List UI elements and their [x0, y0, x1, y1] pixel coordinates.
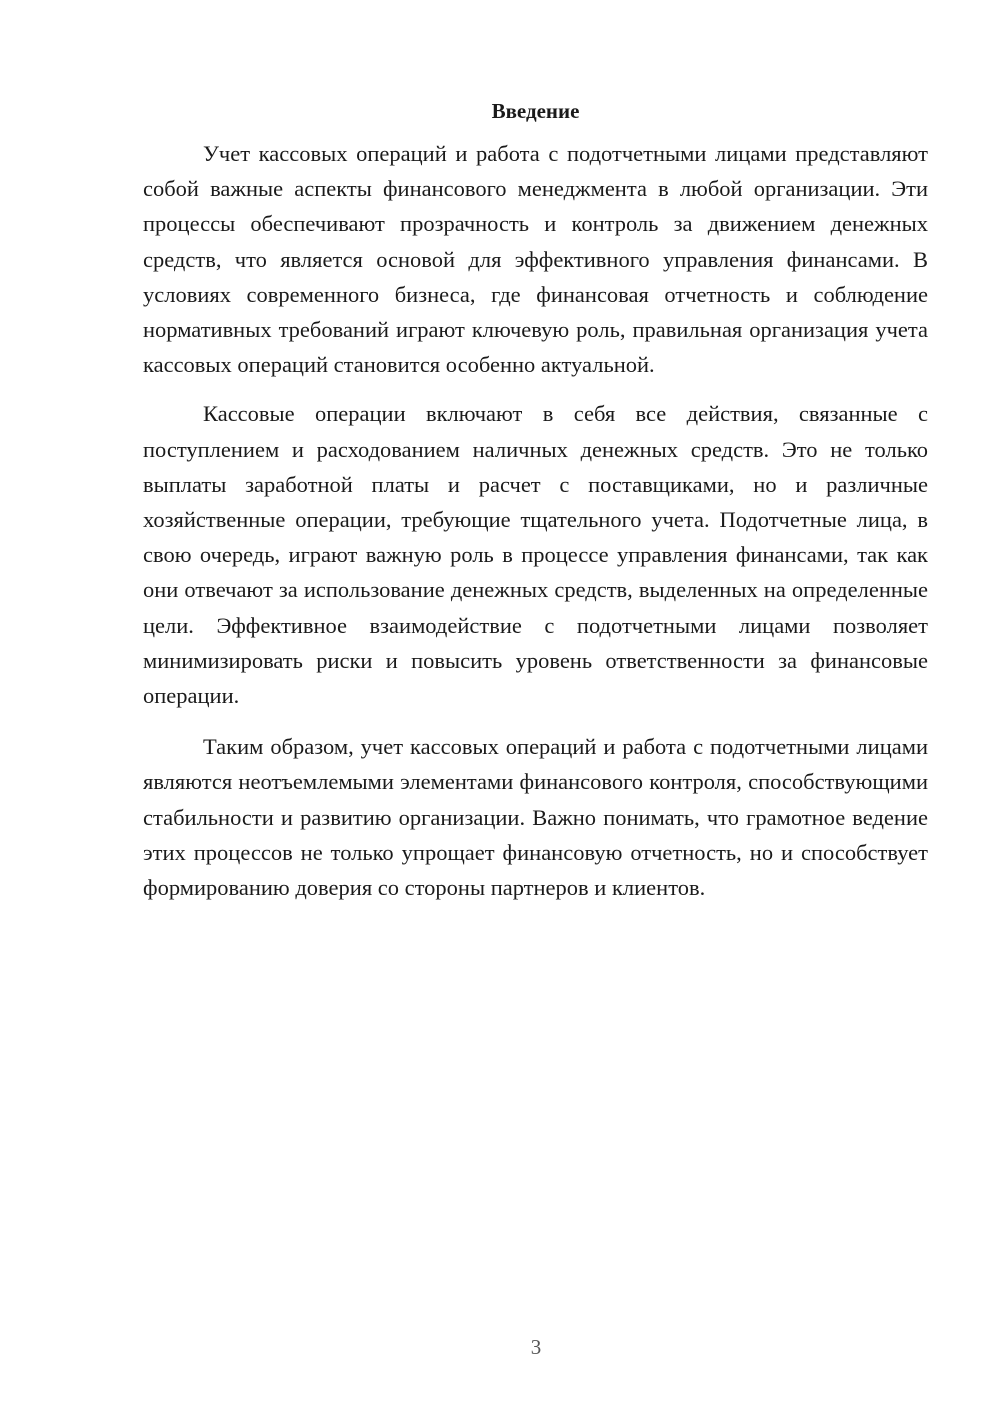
page-content	[143, 96, 928, 905]
paragraph-2: Кассовые операции включают в себя все действия, связанные с поступлением и расходованием наличных денежных средств. Это не только выплаты заработной платы и расчет с поставщиками, но и различные хозяйственные операции, требующие тщательного учета. Подотчетные лица, в свою очередь, играют важную роль в процессе управления финансами, так как они отвечают за использование денежных средств, выделенных на определенные цели. Эффективное взаимодействие с подотчетными лицами позволяет минимизировать риски и повысить уровень ответственности за финансовые операции.	[143, 401, 928, 709]
paragraph-3: Таким образом, учет кассовых операций и работа с подотчетными лицами являются неотъемлемыми элементами финансового контроля, способствующими стабильности и развитию организации. Важно понимать, что грамотное ведение этих процессов не только упрощает финансовую отчетность, но и способствует формированию доверия со стороны партнеров и клиентов.	[143, 734, 928, 901]
paragraph-1: Учет кассовых операций и работа с подотчетными лицами представляют собой важные аспекты финансового менеджмента в любой организации. Эти процессы обеспечивают прозрачность и контроль за движением денежных средств, что является основой для эффективного управления финансами. В условиях современного бизнеса, где финансовая отчетность и соблюдение нормативных требований играют ключевую роль, правильная организация учета кассовых операций становится особенно актуальной.	[143, 141, 928, 378]
section-heading: Введение	[491, 99, 580, 123]
page-number: 3	[530, 1335, 542, 1359]
